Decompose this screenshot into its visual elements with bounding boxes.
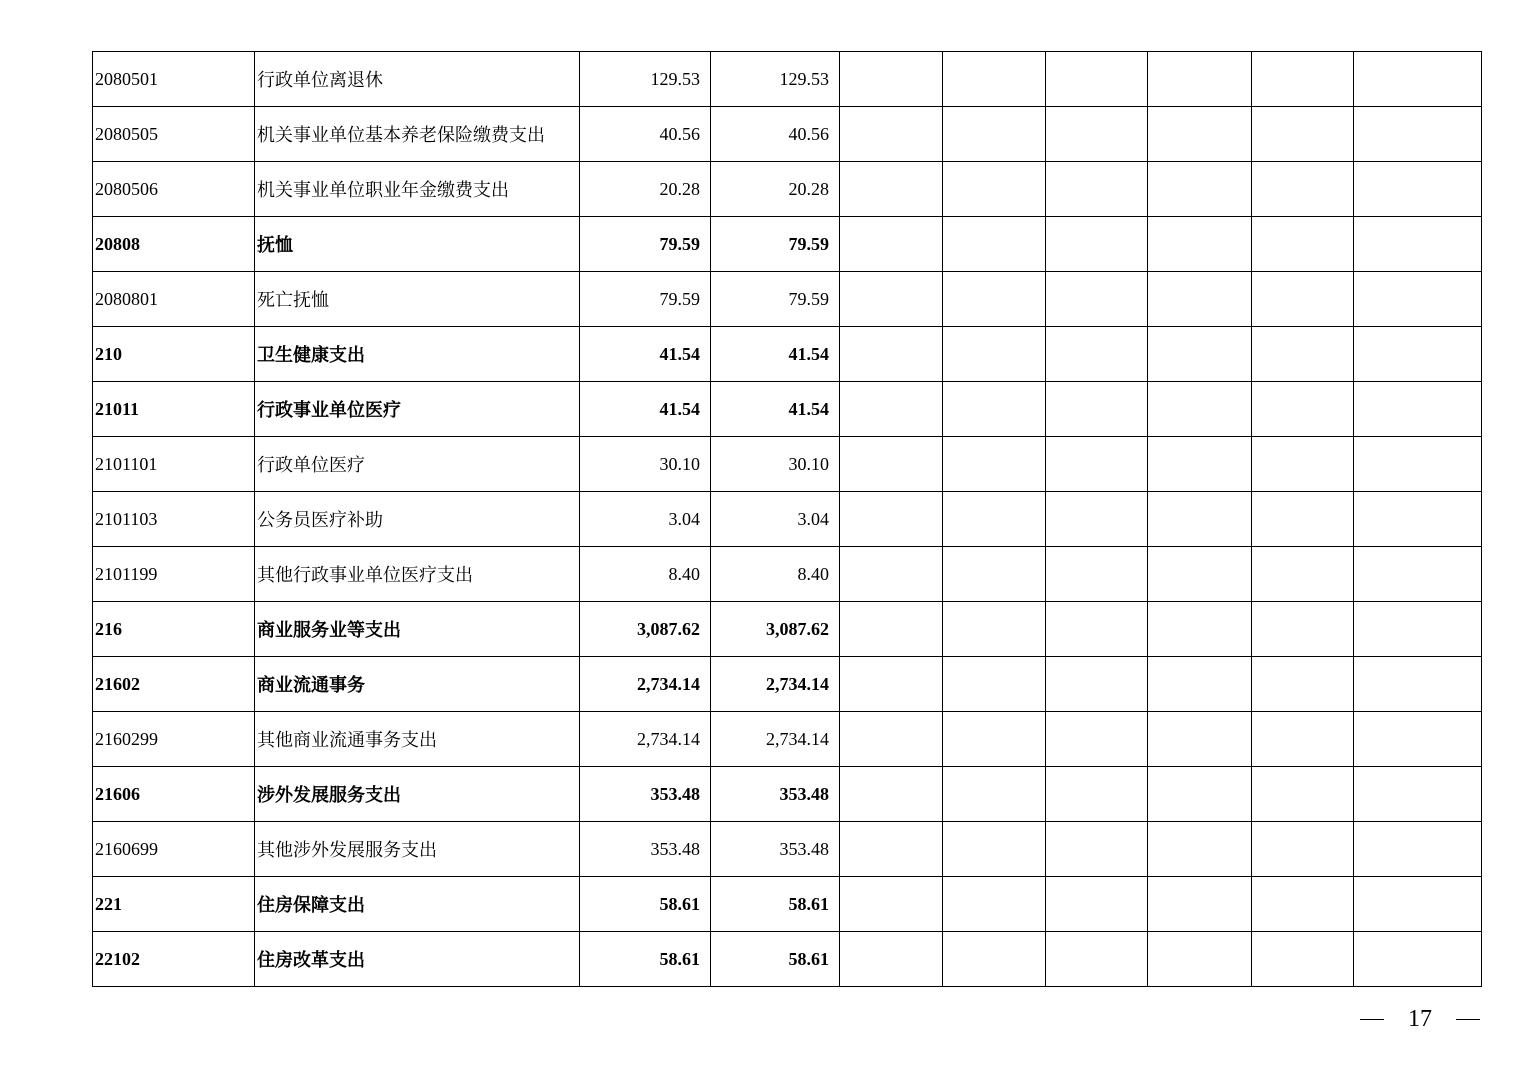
- row-value-2-cell: 8.40: [711, 547, 840, 602]
- dash-right: [1456, 1019, 1480, 1020]
- empty-cell: [1354, 767, 1482, 822]
- empty-cell: [1252, 327, 1354, 382]
- empty-cell: [1046, 382, 1148, 437]
- empty-cell: [1354, 327, 1482, 382]
- row-value-2-cell: 79.59: [711, 272, 840, 327]
- row-code-cell: 2080506: [93, 162, 255, 217]
- empty-cell: [840, 602, 943, 657]
- row-name-cell: 其他行政事业单位医疗支出: [255, 547, 580, 602]
- empty-cell: [840, 272, 943, 327]
- row-value-2-cell: 79.59: [711, 217, 840, 272]
- empty-cell: [1046, 52, 1148, 107]
- table-row: [93, 712, 1482, 767]
- empty-cell: [1046, 437, 1148, 492]
- table-body: [93, 52, 1482, 987]
- table-row: [93, 657, 1482, 712]
- empty-cell: [1252, 602, 1354, 657]
- row-value-2-cell: 353.48: [711, 822, 840, 877]
- row-name-cell: 其他涉外发展服务支出: [255, 822, 580, 877]
- empty-cell: [1354, 437, 1482, 492]
- table-row: [93, 822, 1482, 877]
- empty-cell: [1148, 547, 1252, 602]
- empty-cell: [943, 217, 1046, 272]
- empty-cell: [943, 822, 1046, 877]
- empty-cell: [840, 217, 943, 272]
- row-name-cell: 住房改革支出: [255, 932, 580, 987]
- empty-cell: [1148, 162, 1252, 217]
- row-value-2-cell: 20.28: [711, 162, 840, 217]
- row-name-cell: 其他商业流通事务支出: [255, 712, 580, 767]
- empty-cell: [840, 657, 943, 712]
- empty-cell: [1046, 932, 1148, 987]
- row-name-cell: 抚恤: [255, 217, 580, 272]
- empty-cell: [840, 162, 943, 217]
- empty-cell: [1252, 767, 1354, 822]
- empty-cell: [840, 822, 943, 877]
- row-value-1-cell: 41.54: [580, 382, 711, 437]
- row-name-cell: 行政事业单位医疗: [255, 382, 580, 437]
- row-value-1-cell: 2,734.14: [580, 712, 711, 767]
- empty-cell: [1046, 657, 1148, 712]
- row-name-cell: 涉外发展服务支出: [255, 767, 580, 822]
- row-code-cell: 2101103: [93, 492, 255, 547]
- table-row: [93, 217, 1482, 272]
- empty-cell: [1148, 932, 1252, 987]
- empty-cell: [1046, 877, 1148, 932]
- empty-cell: [1148, 657, 1252, 712]
- row-value-1-cell: 20.28: [580, 162, 711, 217]
- empty-cell: [1252, 932, 1354, 987]
- empty-cell: [1148, 437, 1252, 492]
- row-value-2-cell: 58.61: [711, 932, 840, 987]
- row-code-cell: 221: [93, 877, 255, 932]
- empty-cell: [1148, 107, 1252, 162]
- empty-cell: [1148, 217, 1252, 272]
- row-value-2-cell: 3,087.62: [711, 602, 840, 657]
- row-code-cell: 2160699: [93, 822, 255, 877]
- row-value-2-cell: 58.61: [711, 877, 840, 932]
- empty-cell: [1354, 932, 1482, 987]
- empty-cell: [1354, 162, 1482, 217]
- row-value-2-cell: 30.10: [711, 437, 840, 492]
- row-code-cell: 210: [93, 327, 255, 382]
- row-value-1-cell: 79.59: [580, 272, 711, 327]
- row-value-2-cell: 129.53: [711, 52, 840, 107]
- empty-cell: [943, 107, 1046, 162]
- row-value-1-cell: 8.40: [580, 547, 711, 602]
- empty-cell: [1354, 382, 1482, 437]
- row-code-cell: 2160299: [93, 712, 255, 767]
- empty-cell: [1046, 107, 1148, 162]
- empty-cell: [943, 437, 1046, 492]
- table-row: [93, 382, 1482, 437]
- empty-cell: [840, 107, 943, 162]
- row-value-2-cell: 2,734.14: [711, 712, 840, 767]
- empty-cell: [1252, 492, 1354, 547]
- empty-cell: [1046, 272, 1148, 327]
- row-value-1-cell: 353.48: [580, 822, 711, 877]
- dash-left: [1360, 1019, 1384, 1020]
- empty-cell: [1148, 767, 1252, 822]
- row-value-1-cell: 30.10: [580, 437, 711, 492]
- row-name-cell: 死亡抚恤: [255, 272, 580, 327]
- row-value-1-cell: 3,087.62: [580, 602, 711, 657]
- table-row: [93, 272, 1482, 327]
- empty-cell: [1046, 822, 1148, 877]
- empty-cell: [1252, 52, 1354, 107]
- empty-cell: [1252, 217, 1354, 272]
- empty-cell: [1148, 327, 1252, 382]
- empty-cell: [1354, 822, 1482, 877]
- page-number-text: 17: [1408, 1006, 1432, 1032]
- row-code-cell: 2080801: [93, 272, 255, 327]
- empty-cell: [943, 712, 1046, 767]
- empty-cell: [840, 547, 943, 602]
- row-value-1-cell: 79.59: [580, 217, 711, 272]
- row-code-cell: 216: [93, 602, 255, 657]
- row-value-2-cell: 41.54: [711, 327, 840, 382]
- row-code-cell: 2101199: [93, 547, 255, 602]
- row-value-1-cell: 58.61: [580, 932, 711, 987]
- empty-cell: [1046, 767, 1148, 822]
- empty-cell: [1046, 327, 1148, 382]
- empty-cell: [840, 327, 943, 382]
- empty-cell: [1252, 822, 1354, 877]
- empty-cell: [1252, 657, 1354, 712]
- empty-cell: [1252, 712, 1354, 767]
- row-value-2-cell: 2,734.14: [711, 657, 840, 712]
- empty-cell: [943, 767, 1046, 822]
- empty-cell: [943, 657, 1046, 712]
- empty-cell: [1046, 217, 1148, 272]
- empty-cell: [943, 547, 1046, 602]
- row-value-2-cell: 40.56: [711, 107, 840, 162]
- row-value-1-cell: 3.04: [580, 492, 711, 547]
- row-name-cell: 住房保障支出: [255, 877, 580, 932]
- row-value-1-cell: 2,734.14: [580, 657, 711, 712]
- empty-cell: [1354, 52, 1482, 107]
- table-row: [93, 52, 1482, 107]
- empty-cell: [1354, 217, 1482, 272]
- empty-cell: [1148, 712, 1252, 767]
- empty-cell: [1354, 602, 1482, 657]
- table-row: [93, 437, 1482, 492]
- empty-cell: [840, 382, 943, 437]
- empty-cell: [1148, 272, 1252, 327]
- empty-cell: [1046, 602, 1148, 657]
- row-value-1-cell: 40.56: [580, 107, 711, 162]
- row-name-cell: 机关事业单位基本养老保险缴费支出: [255, 107, 580, 162]
- row-name-cell: 公务员医疗补助: [255, 492, 580, 547]
- row-code-cell: 2101101: [93, 437, 255, 492]
- row-value-1-cell: 353.48: [580, 767, 711, 822]
- empty-cell: [943, 932, 1046, 987]
- empty-cell: [1252, 107, 1354, 162]
- empty-cell: [1046, 547, 1148, 602]
- row-value-1-cell: 129.53: [580, 52, 711, 107]
- empty-cell: [1252, 272, 1354, 327]
- row-value-1-cell: 58.61: [580, 877, 711, 932]
- row-code-cell: 21011: [93, 382, 255, 437]
- empty-cell: [1354, 547, 1482, 602]
- table-row: [93, 602, 1482, 657]
- empty-cell: [1354, 272, 1482, 327]
- row-value-1-cell: 41.54: [580, 327, 711, 382]
- empty-cell: [1046, 492, 1148, 547]
- empty-cell: [943, 327, 1046, 382]
- empty-cell: [943, 272, 1046, 327]
- row-code-cell: 21602: [93, 657, 255, 712]
- empty-cell: [1148, 52, 1252, 107]
- page-number: [1360, 1006, 1480, 1033]
- table-row: [93, 767, 1482, 822]
- table-row: [93, 492, 1482, 547]
- empty-cell: [840, 492, 943, 547]
- empty-cell: [1354, 877, 1482, 932]
- row-value-2-cell: 3.04: [711, 492, 840, 547]
- empty-cell: [1354, 712, 1482, 767]
- row-name-cell: 行政单位离退休: [255, 52, 580, 107]
- row-name-cell: 机关事业单位职业年金缴费支出: [255, 162, 580, 217]
- table-row: [93, 162, 1482, 217]
- empty-cell: [840, 437, 943, 492]
- empty-cell: [1354, 107, 1482, 162]
- empty-cell: [1148, 382, 1252, 437]
- empty-cell: [840, 932, 943, 987]
- empty-cell: [840, 52, 943, 107]
- empty-cell: [1148, 877, 1252, 932]
- empty-cell: [840, 712, 943, 767]
- empty-cell: [1354, 492, 1482, 547]
- empty-cell: [943, 877, 1046, 932]
- empty-cell: [943, 602, 1046, 657]
- empty-cell: [1252, 547, 1354, 602]
- row-name-cell: 商业流通事务: [255, 657, 580, 712]
- empty-cell: [1252, 382, 1354, 437]
- empty-cell: [943, 492, 1046, 547]
- row-value-2-cell: 353.48: [711, 767, 840, 822]
- empty-cell: [943, 162, 1046, 217]
- empty-cell: [1148, 492, 1252, 547]
- table-row: [93, 107, 1482, 162]
- table-row: [93, 877, 1482, 932]
- table-row: [93, 327, 1482, 382]
- row-code-cell: 21606: [93, 767, 255, 822]
- row-code-cell: 2080505: [93, 107, 255, 162]
- row-value-2-cell: 41.54: [711, 382, 840, 437]
- empty-cell: [840, 877, 943, 932]
- empty-cell: [1252, 162, 1354, 217]
- budget-table: [92, 51, 1482, 987]
- row-code-cell: 22102: [93, 932, 255, 987]
- row-code-cell: 20808: [93, 217, 255, 272]
- empty-cell: [943, 52, 1046, 107]
- empty-cell: [943, 382, 1046, 437]
- row-code-cell: 2080501: [93, 52, 255, 107]
- empty-cell: [1148, 602, 1252, 657]
- empty-cell: [1252, 437, 1354, 492]
- table-row: [93, 932, 1482, 987]
- row-name-cell: 行政单位医疗: [255, 437, 580, 492]
- empty-cell: [1252, 877, 1354, 932]
- row-name-cell: 卫生健康支出: [255, 327, 580, 382]
- empty-cell: [840, 767, 943, 822]
- empty-cell: [1354, 657, 1482, 712]
- empty-cell: [1046, 712, 1148, 767]
- table-row: [93, 547, 1482, 602]
- empty-cell: [1046, 162, 1148, 217]
- empty-cell: [1148, 822, 1252, 877]
- row-name-cell: 商业服务业等支出: [255, 602, 580, 657]
